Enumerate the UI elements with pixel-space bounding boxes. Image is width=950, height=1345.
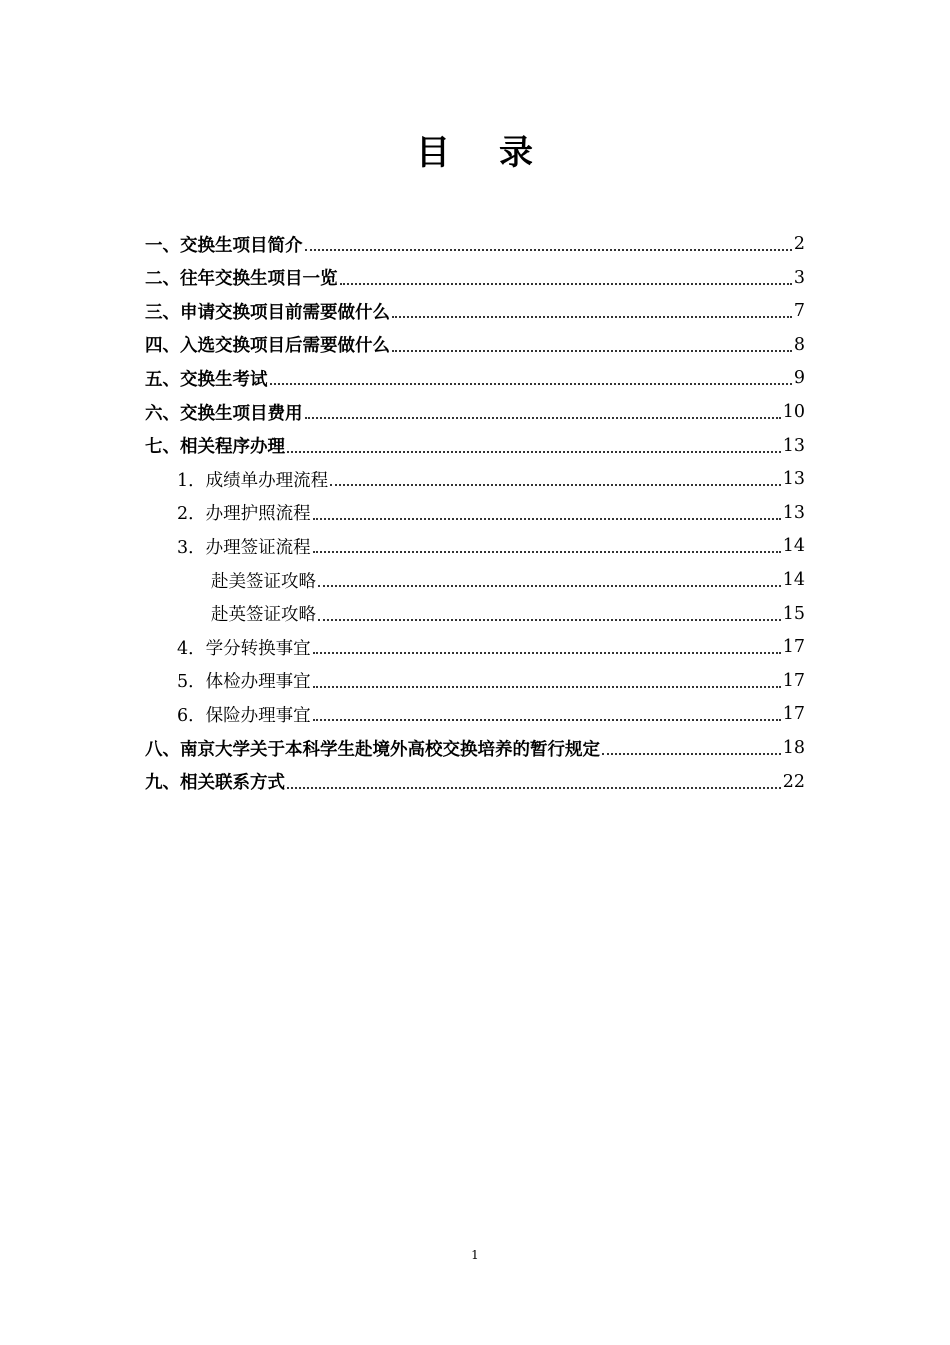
toc-leader-dots <box>318 565 781 587</box>
toc-leader-dots <box>392 330 792 352</box>
toc-entry[interactable] <box>177 496 805 530</box>
toc-entry-page-number: 15 <box>782 603 805 624</box>
toc-entry[interactable] <box>145 395 805 429</box>
toc-entry-page-number: 10 <box>782 402 805 422</box>
toc-leader-dots <box>287 431 781 453</box>
toc-entry-label: 4．学分转换事宜 <box>177 638 311 659</box>
toc-entry[interactable] <box>211 563 805 597</box>
toc-leader-dots <box>330 464 781 486</box>
toc-entry-label: 2．办理护照流程 <box>177 504 311 525</box>
toc-entry[interactable] <box>177 697 805 731</box>
toc-entry-page-number: 3 <box>793 267 805 288</box>
toc-entry-page-number: 7 <box>793 301 805 322</box>
toc-entry-label: 赴英签证攻略 <box>211 605 316 626</box>
toc-entry-label: 七、相关程序办理 <box>145 437 285 458</box>
toc-leader-dots <box>602 733 781 755</box>
toc-leader-dots <box>313 632 781 654</box>
toc-entry[interactable] <box>145 361 805 395</box>
title-char-left: 目 <box>416 133 451 173</box>
toc-entry-label: 三、申请交换项目前需要做什么 <box>145 302 390 323</box>
footer-page-number: 1 <box>471 1248 479 1262</box>
toc-entry[interactable] <box>145 328 805 362</box>
toc-entry[interactable] <box>145 294 805 328</box>
toc-entry-label: 6．保险办理事宜 <box>177 705 311 726</box>
toc-entry-page-number: 17 <box>782 670 805 691</box>
toc-entry-label: 九、相关联系方式 <box>145 773 285 794</box>
toc-entry-page-number: 22 <box>782 771 805 792</box>
toc-leader-dots <box>313 666 781 688</box>
toc-entry[interactable] <box>145 765 805 799</box>
toc-entry-label: 赴美签证攻略 <box>211 571 316 592</box>
toc-entry-label: 五、交换生考试 <box>145 369 268 390</box>
toc-entry-label: 一、交换生项目简介 <box>145 235 303 256</box>
toc-leader-dots <box>313 498 781 520</box>
toc-entry-page-number: 9 <box>793 368 805 389</box>
toc-entry-page-number: 13 <box>782 502 805 523</box>
toc-entry-label: 六、交换生项目费用 <box>145 403 303 424</box>
toc-entry[interactable] <box>145 731 805 765</box>
toc-entry-label: 二、往年交换生项目一览 <box>145 269 338 290</box>
toc-entry[interactable] <box>177 529 805 563</box>
toc-leader-dots <box>270 363 792 385</box>
toc-entry-label: 5．体检办理事宜 <box>177 672 311 693</box>
toc-leader-dots <box>318 599 781 621</box>
toc-entry[interactable] <box>177 462 805 496</box>
toc-entry[interactable] <box>211 597 805 631</box>
page-title <box>0 128 950 178</box>
toc-entry[interactable] <box>145 227 805 261</box>
title-char-right: 录 <box>499 133 534 173</box>
toc-entry-page-number: 2 <box>793 234 805 254</box>
toc-leader-dots <box>313 699 781 721</box>
toc-entry[interactable] <box>177 630 805 664</box>
toc-leader-dots <box>305 397 781 419</box>
toc-entry-label: 3．办理签证流程 <box>177 537 311 558</box>
toc-entry-label: 八、南京大学关于本科学生赴境外高校交换培养的暂行规定 <box>145 739 600 760</box>
toc-entry-page-number: 14 <box>782 570 805 590</box>
toc-leader-dots <box>313 531 781 553</box>
toc-entry-page-number: 13 <box>782 469 805 490</box>
toc-entry-label: 四、入选交换项目后需要做什么 <box>145 336 390 357</box>
toc-entry-page-number: 17 <box>782 637 805 658</box>
toc-entry[interactable] <box>145 261 805 295</box>
toc-leader-dots <box>305 229 792 251</box>
toc-leader-dots <box>392 296 792 318</box>
toc-leader-dots <box>340 263 792 285</box>
toc-entry-page-number: 8 <box>793 334 805 355</box>
toc-entry[interactable] <box>145 429 805 463</box>
toc-entry-page-number: 14 <box>782 536 805 557</box>
toc-entry-label: 1．成绩单办理流程 <box>177 470 329 491</box>
toc-entry[interactable] <box>177 664 805 698</box>
toc-entry-page-number: 13 <box>782 435 805 456</box>
toc-leader-dots <box>287 767 781 789</box>
toc-entry-page-number: 18 <box>782 738 805 758</box>
toc-entry-page-number: 17 <box>782 704 805 725</box>
